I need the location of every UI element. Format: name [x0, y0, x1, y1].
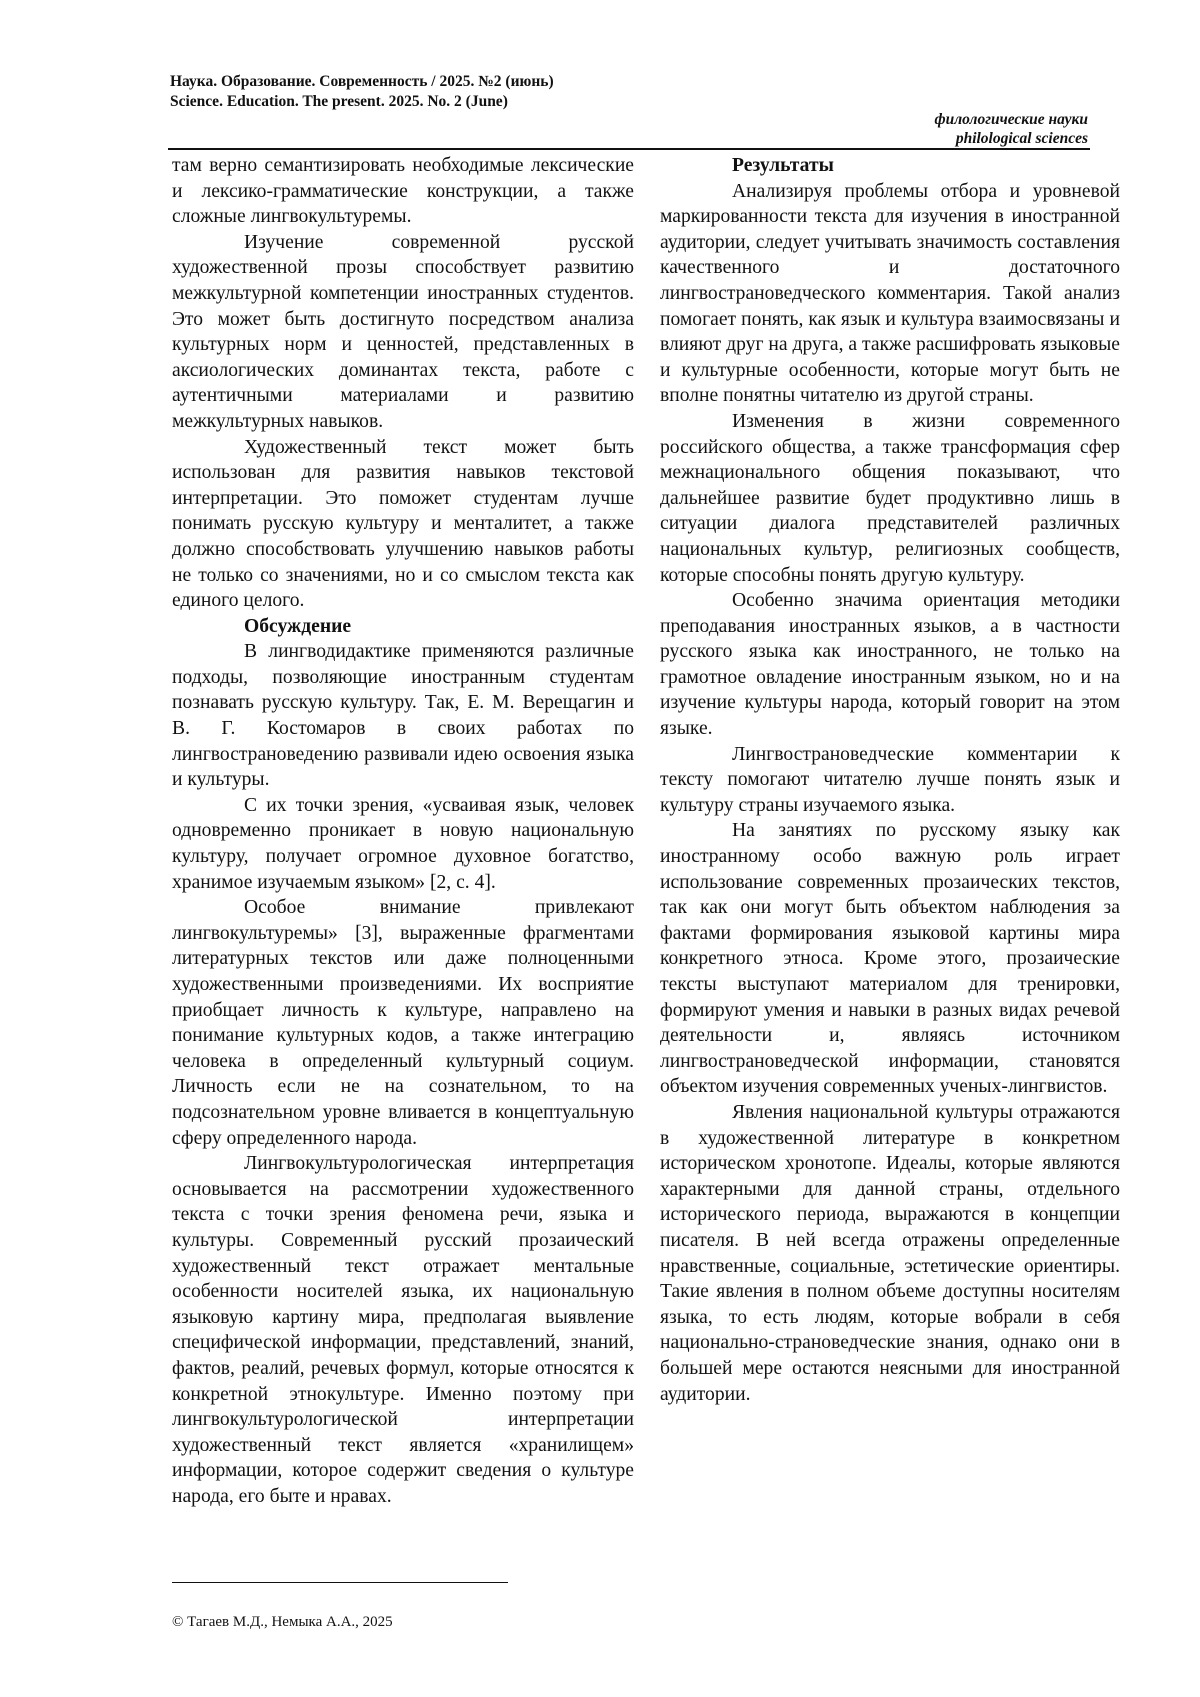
- paragraph: Художественный текст может быть использован для развития навыков текстовой интерпретации. Это поможет студентам лучше понимать русскую культуру и менталитет, а также должно способствовать улучшению навыков работы не только со значениями, но и со смыслом текста как единого целого.: [172, 436, 634, 612]
- paragraph: Анализируя проблемы отбора и уровневой маркированности текста для изучения в иностранной аудитории, следует учитывать значимость составления качественного и достаточного лингвострановедческого комментария. Такой анализ помогает понять, как язык и культура взаимосвязаны и влияют друг на друга, а также расшифровать языковые и культурные особенности, которые могут быть не вполне понятны читателю из другой страны.: [660, 180, 1120, 407]
- paragraph: Лингвострановедческие комментарии к тексту помогают читателю лучше понять язык и культуру страны изучаемого языка.: [660, 743, 1120, 816]
- journal-header: [170, 72, 554, 112]
- paragraph: Лингвокультурологическая интерпретация основывается на рассмотрении художественного текста с точки зрения феномена речи, языка и культуры. Современный русский прозаический художественный текст отражает ментальные особенности носителей языка, их национальную языковую картину мира, предполагая выявление специфической информации, представлений, знаний, фактов, реалий, речевых формул, которые относятся к конкретной этнокультуре. Именно поэтому при лингвокультурологической интерпретации художественный текст является «хранилищем» информации, которое содержит сведения о культуре народа, его быте и нравах.: [172, 1153, 634, 1507]
- footnote-rule: [172, 1582, 508, 1583]
- paragraph: На занятиях по русскому языку как иностранному особо важную роль играет использование современных прозаических текстов, так как они могут быть объектом наблюдения за фактами формирования языковой картины мира конкретного этноса. Кроме этого, прозаические тексты выступают материалом для тренировки, формируют умения и навыки в разных видах речевой деятельности и, являясь источником лингвострановедческой информации, становятся объектом изучения современных ученых-лингвистов.: [660, 820, 1120, 1098]
- section-heading-results: Результаты: [732, 155, 834, 176]
- paragraph: В лингводидактике применяются различные подходы, позволяющие иностранным студентам познавать русскую культуру. Так, Е. М. Верещагин и В. Г. Костомаров в своих работах по лингвострановедению развивали идею освоения языка и культуры.: [172, 641, 634, 791]
- section-label-ru: филологические науки: [934, 111, 1088, 128]
- paragraph: там верно семантизировать необходимые лексические и лексико-грамматические конструкции, а также сложные лингвокультуремы.: [172, 155, 634, 228]
- section-heading-discussion: Обсуждение: [244, 615, 352, 637]
- paragraph: Явления национальной культуры отражаются в художественной литературе в конкретном историческом хронотопе. Идеалы, которые являются характерными для данной страны, отдельного исторического периода, выражаются в концепции писателя. В ней всегда отражены определенные нравственные, социальные, эстетические ориентиры. Такие явления в полном объеме доступны носителям языка, то есть людям, которые вобрали в себя национально-страноведческие знания, однако они в большей мере остаются неясными для иностранной аудитории.: [660, 1101, 1120, 1405]
- left-column: [172, 153, 634, 1509]
- header-rule: [168, 148, 1090, 150]
- section-label-en: philological sciences: [955, 130, 1088, 147]
- right-column: [660, 153, 1120, 1407]
- journal-title-ru: Наука. Образование. Современность / 2025. №2 (июнь): [170, 73, 554, 90]
- section-label: [934, 110, 1088, 148]
- paragraph: Особенно значима ориентация методики преподавания иностранных языков, а в частности русского языка как иностранного, не только на грамотное овладение иностранным языком, но и на изучение культуры народа, который говорит на этом языке.: [660, 590, 1120, 740]
- paragraph: Особое внимание привлекают лингвокультуремы» [3], выраженные фрагментами литературных текстов или даже полноценными художественными произведениями. Их восприятие приобщает личность к культуре, направлено на понимание культурных кодов, а также интеграцию человека в определенный культурный социум. Личность если не на сознательном, то на подсознательном уровне вливается в концептуальную сферу определенного народа.: [172, 897, 634, 1149]
- paragraph: Изменения в жизни современного российского общества, а также трансформация сфер межнационального общения показывают, что дальнейшее развитие будет продуктивно лишь в ситуации диалога представителей различных национальных культур, религиозных сообществ, которые способны понять другую культуру.: [660, 410, 1120, 586]
- copyright-note: © Тагаев М.Д., Немыка А.А., 2025: [172, 1614, 393, 1630]
- journal-title-en: Science. Education. The present. 2025. No. 2 (June): [170, 93, 508, 110]
- paragraph: Изучение современной русской художественной прозы способствует развитию межкультурной компетенции иностранных студентов. Это может быть достигнуто посредством анализа культурных норм и ценностей, представленных в аксиологических доминантах текста, работе с аутентичными материалами и развитию межкультурных навыков.: [172, 231, 634, 432]
- paragraph: С их точки зрения, «усваивая язык, человек одновременно проникает в новую национальную культуру, получает огромное духовное богатство, хранимое изучаемым языком» [2, с. 4].: [172, 794, 634, 893]
